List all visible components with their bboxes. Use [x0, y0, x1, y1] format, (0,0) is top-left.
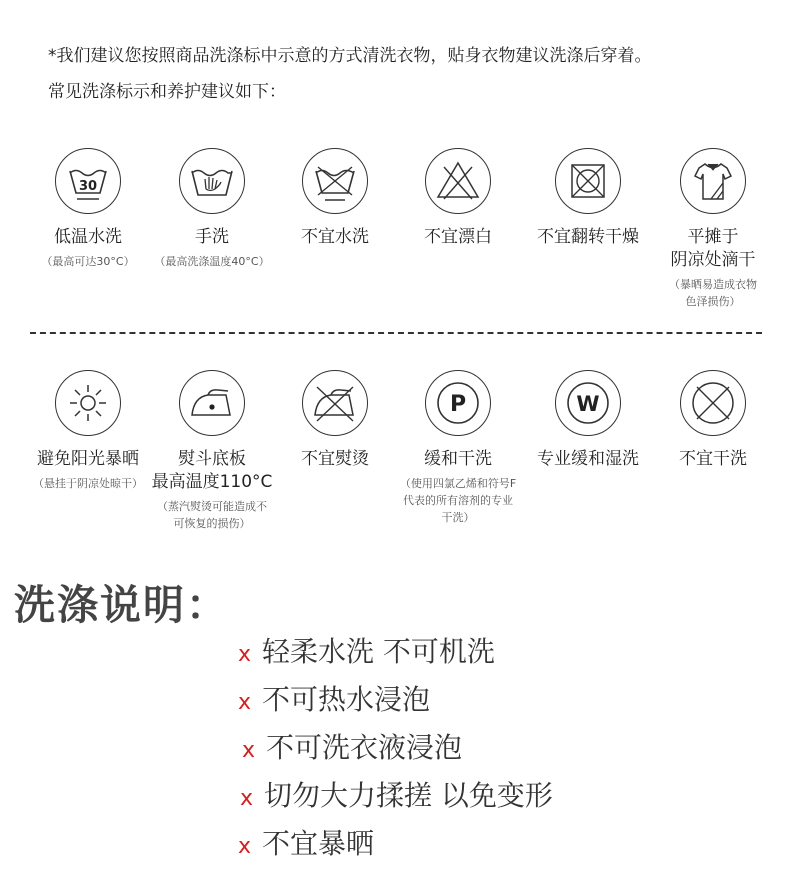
- instruction-item: [238, 676, 553, 724]
- label-gentle-dry-clean: 缓和干洗: [424, 449, 492, 469]
- note-iron-line-2: 可恢复的损伤）: [173, 517, 251, 530]
- instruction-item: [238, 628, 553, 676]
- symbol-do-not-dry-clean: [648, 370, 778, 471]
- label-iron-line-2: 最高温度110°C: [151, 472, 273, 492]
- do-not-bleach-icon: [425, 148, 491, 214]
- note-dry-flat-line-2: 色泽损伤）: [685, 295, 741, 308]
- note-low-temp-wash: （最高可达30°C）: [41, 255, 135, 268]
- label-dry-flat-line-2: 阴凉处滴干: [670, 250, 756, 270]
- label-dry-flat-line-1: 平摊于: [687, 227, 739, 247]
- section-divider: [30, 332, 762, 334]
- wet-clean-letter: W: [576, 392, 600, 416]
- label-do-not-tumble-dry: 不宜翻转干燥: [537, 227, 639, 247]
- avoid-sun-icon: [55, 370, 121, 436]
- label-do-not-wash: 不宜水洗: [301, 227, 369, 247]
- intro-line-2: 常见洗涤标示和养护建议如下：: [48, 82, 286, 102]
- do-not-iron-icon: [302, 370, 368, 436]
- instruction-text: 不可热水浸泡: [262, 683, 431, 716]
- label-hand-wash: 手洗: [195, 227, 229, 247]
- instruction-text: 不宜暴晒: [262, 827, 375, 860]
- note-dry-clean-line-1: （使用四氯乙烯和符号F: [399, 477, 517, 490]
- instruction-item: [238, 724, 553, 772]
- label-professional-wet-clean: 专业缓和湿洗: [537, 449, 639, 469]
- intro-text: [48, 38, 652, 110]
- label-iron-line-1: 熨斗底板: [178, 449, 246, 469]
- instruction-item: [238, 820, 553, 868]
- symbol-avoid-sun: [23, 370, 153, 492]
- label-do-not-dry-clean: 不宜干洗: [679, 449, 747, 469]
- symbol-low-temp-wash: [23, 148, 153, 270]
- label-avoid-sun: 避免阳光暴晒: [37, 449, 139, 469]
- section-title: 洗涤说明：: [14, 581, 229, 629]
- note-iron-line-1: （蒸汽熨烫可能造成不: [157, 500, 267, 513]
- symbol-iron: [147, 370, 277, 532]
- low-temp-wash-icon: [55, 148, 121, 214]
- x-mark-icon: x: [242, 738, 256, 763]
- note-dry-flat-line-1: （暴晒易造成衣物: [669, 278, 757, 291]
- instruction-text: 轻柔水洗 不可机洗: [262, 635, 495, 668]
- symbol-do-not-iron: [270, 370, 400, 471]
- x-mark-icon: x: [238, 690, 252, 715]
- hand-wash-icon: [179, 148, 245, 214]
- note-dry-flat-in-shade: [648, 276, 778, 310]
- x-mark-icon: x: [238, 834, 252, 859]
- instruction-item: [238, 772, 553, 820]
- gentle-dry-clean-icon: [425, 370, 491, 436]
- do-not-wash-icon: [302, 148, 368, 214]
- x-mark-icon: x: [238, 642, 252, 667]
- dry-clean-letter: P: [449, 392, 467, 417]
- label-do-not-iron: 不宜熨烫: [301, 449, 369, 469]
- symbol-dry-flat-in-shade: [648, 148, 778, 310]
- note-avoid-sun: （悬挂于阴凉处晾干）: [33, 477, 143, 490]
- symbol-professional-wet-clean: [523, 370, 653, 471]
- professional-wet-clean-icon: [555, 370, 621, 436]
- do-not-tumble-dry-icon: [555, 148, 621, 214]
- x-mark-icon: x: [240, 786, 254, 811]
- symbol-do-not-wash: [270, 148, 400, 249]
- label-iron: [147, 448, 277, 494]
- do-not-dry-clean-icon: [680, 370, 746, 436]
- symbol-hand-wash: [147, 148, 277, 270]
- symbol-gentle-dry-clean: [393, 370, 523, 526]
- instruction-text: 切勿大力揉搓 以免变形: [264, 779, 553, 812]
- note-gentle-dry-clean: [393, 475, 523, 526]
- note-hand-wash: （最高洗涤温度40°C）: [154, 255, 270, 268]
- symbol-do-not-bleach: [393, 148, 523, 249]
- iron-icon: [179, 370, 245, 436]
- dry-flat-in-shade-icon: [680, 148, 746, 214]
- note-iron: [147, 498, 277, 532]
- note-dry-clean-line-2: 代表的所有溶剂的专业: [403, 494, 513, 507]
- intro-line-1: *我们建议您按照商品洗涤标中示意的方式清洗衣物，贴身衣物建议洗涤后穿着。: [48, 46, 652, 66]
- wash-instructions-list: [238, 628, 553, 868]
- label-dry-flat-in-shade: [648, 226, 778, 272]
- instruction-text: 不可洗衣液浸泡: [266, 731, 463, 764]
- label-do-not-bleach: 不宜漂白: [424, 227, 492, 247]
- wash-temp-number: 30: [78, 179, 98, 194]
- note-dry-clean-line-3: 干洗）: [441, 511, 475, 524]
- symbol-do-not-tumble-dry: [523, 148, 653, 249]
- label-low-temp-wash: 低温水洗: [54, 227, 122, 247]
